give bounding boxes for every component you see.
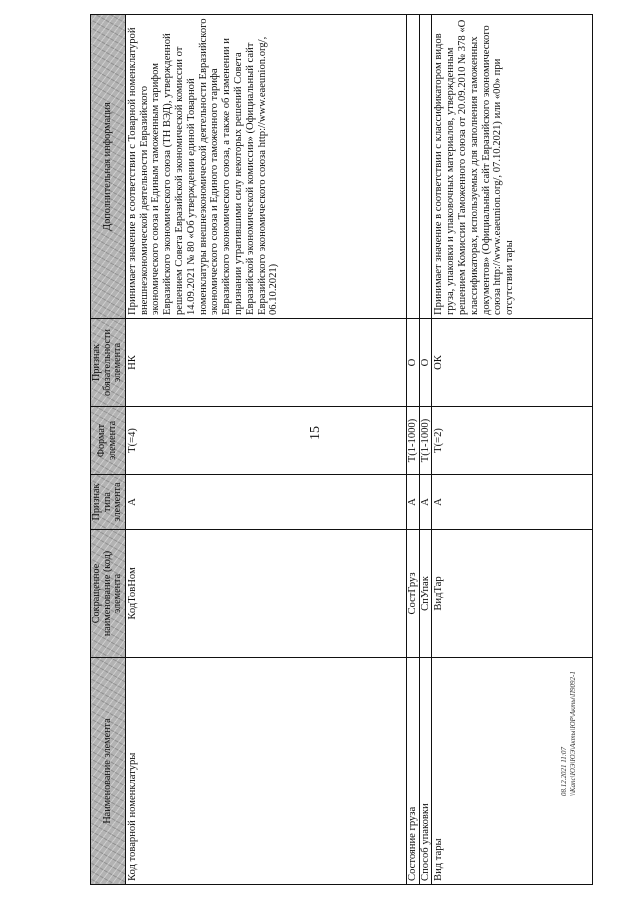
cell-info: Принимает значение в соответствии с классификатором видов груза, упаковки и упаковочных материалов, утвержденным решением Комиссии Таможенного союза от 20.09.2010 № 378 «О классификаторах, используемых для заполнения таможенных документов» (Официальный сайт Евразийского экономического союза http://www.eaeunion.org/, 07.10.2021) или «00» при отсутствии тары bbox=[432, 15, 593, 319]
table-row bbox=[406, 15, 419, 885]
cell-type: А bbox=[125, 475, 406, 530]
rotated-table-wrapper bbox=[90, 15, 640, 885]
cell-name: Вид тары bbox=[432, 658, 593, 885]
cell-format: T(1-1000) bbox=[419, 407, 432, 475]
stamp-date: 08.12.2021 11:07 bbox=[560, 746, 568, 796]
header-element-required: Признак обязательности элемента bbox=[91, 319, 126, 407]
cell-type: А bbox=[419, 475, 432, 530]
table-header-row bbox=[91, 15, 126, 885]
cell-info bbox=[419, 15, 432, 319]
cell-required: НК bbox=[125, 319, 406, 407]
header-element-type: Признак типа элемента bbox=[91, 475, 126, 530]
cell-code: КодТовНом bbox=[125, 530, 406, 658]
header-element-format: Формат элемента bbox=[91, 407, 126, 475]
header-element-name: Наименование элемента bbox=[91, 658, 126, 885]
cell-format: T(=2) bbox=[432, 407, 593, 475]
table-row bbox=[432, 15, 593, 885]
cell-name: Способ упаковки bbox=[419, 658, 432, 885]
cell-format: T(=4) bbox=[125, 407, 406, 475]
header-additional-info: Дополнительная информация bbox=[91, 15, 126, 319]
cell-name: Состояние груза bbox=[406, 658, 419, 885]
cell-required: О bbox=[419, 319, 432, 407]
table-row bbox=[125, 15, 406, 885]
header-element-code: Сокращенное наименование (код) элемента bbox=[91, 530, 126, 658]
cell-type: А bbox=[432, 475, 593, 530]
cell-name: Код товарной номенклатуры bbox=[125, 658, 406, 885]
cell-type: А bbox=[406, 475, 419, 530]
cell-format: T(1-1000) bbox=[406, 407, 419, 475]
elements-table bbox=[90, 14, 593, 885]
cell-info bbox=[406, 15, 419, 319]
cell-code: СпУпак bbox=[419, 530, 432, 658]
cell-required: ОК bbox=[432, 319, 593, 407]
stamp-path: \\Kanc\ЮЭ\ЮЭ\Акты\ЮР\Акты\П9092-1 bbox=[569, 671, 577, 796]
cell-code: СостГруз bbox=[406, 530, 419, 658]
cell-required: О bbox=[406, 319, 419, 407]
cell-info: Принимает значение в соответствии с Товарной номенклатурой внешнеэкономической деятельности Евразийского экономического союза и Единым таможенным тарифом Евразийского экономического союза (ТН ВЭД), утвержденной решением Совета Евразийской экономической комиссии от 14.09.2021 № 80 «Об утверждении единой Товарной номенклатуры внешнеэкономической деятельности Евразийского экономического союза и Единого таможенного тарифа Евразийского экономического союза, а также об изменении и признании утратившими силу некоторых решений Совета Евразийской экономической комиссии» (Официальный сайт Евразийского экономического союза http://www.eaeunion.org/, 06.10.2021) bbox=[125, 15, 406, 319]
cell-code: ВидТар bbox=[432, 530, 593, 658]
table-row bbox=[419, 15, 432, 885]
page-number: 15 bbox=[308, 426, 323, 440]
